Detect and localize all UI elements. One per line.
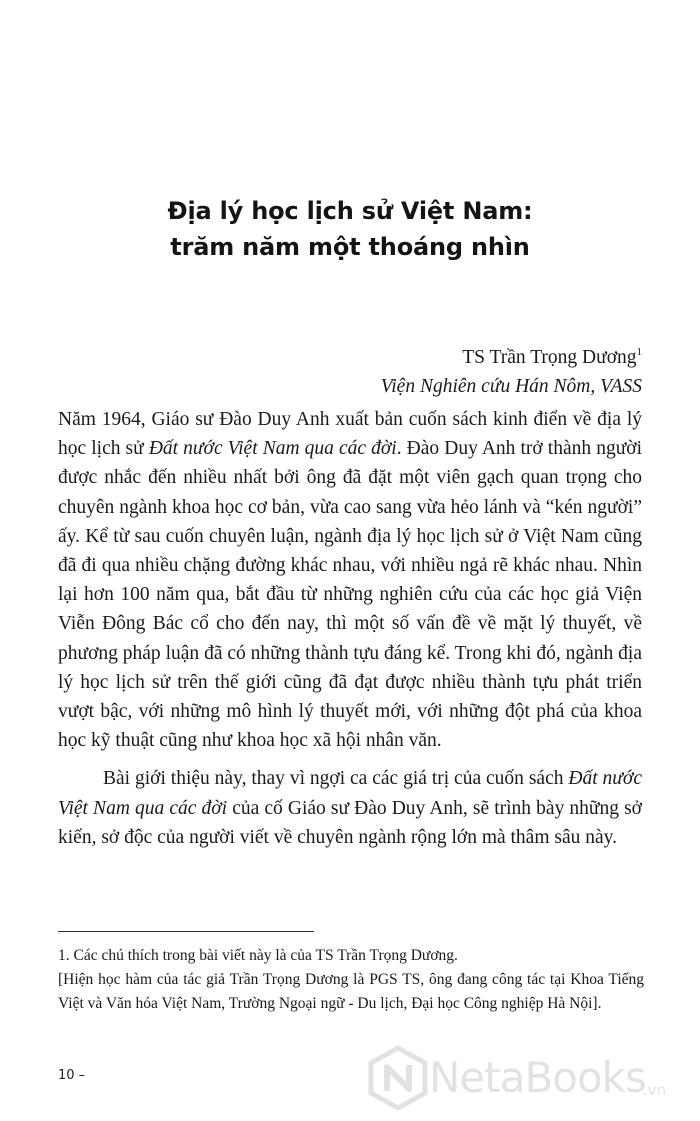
paragraph-1-text-a: Năm 1964, Giáo sư Đào Duy Anh xuất bản cuốn sách kinh điển về địa lý học lịch sử xyxy=(58,409,642,460)
author-line xyxy=(381,343,642,372)
paragraph-2 xyxy=(58,764,642,852)
paragraph-2-text-a: Bài giới thiệu này, thay vì ngợi ca các giá trị của cuốn sách xyxy=(103,768,569,790)
page-number: 10 – xyxy=(58,1068,86,1083)
footnote-divider xyxy=(58,931,314,932)
paragraph-1-text-b: . Đào Duy Anh trở thành người được nhắc đến nhiều nhất bởi ông đã đặt một viên gạch quan trọng cho chuyên ngành khoa học cơ bản, vừa cao sang vừa hẻo lánh và “kén người” ấy. Kể từ sau cuốn chuyên luận, ngành địa lý học lịch sử ở Việt Nam cũng đã đi qua nhiều chặng đường khác nhau, với nhiều ngả rẽ khác nhau. Nhìn lại hơn 100 năm qua, bắt đầu từ những nghiên cứu của các học giả Viện Viễn Đông Bác cổ cho đến nay, thì một số vấn đề về mặt lý thuyết, về phương pháp luận đã có những thành tựu đáng kể. Trong khi đó, ngành địa lý học lịch sử trên thế giới cũng đã đạt được nhiều thành tựu phát triển vượt bậc, với những mô hình lý thuyết mới, với những đột phá của khoa học kỹ thuật cũng như khoa học xã hội nhân văn. xyxy=(58,438,642,752)
author-affiliation: Viện Nghiên cứu Hán Nôm, VASS xyxy=(380,376,642,397)
body-text xyxy=(58,405,642,852)
book-title-italic: Đất nước Việt Nam qua các đời xyxy=(58,768,642,819)
paragraph-2-text-b: của cố Giáo sư Đào Duy Anh, sẽ trình bày những sở kiến, sở độc của người viết về chuyên ngành rộng lớn mà thâm sâu này. xyxy=(58,797,642,848)
footnote-1-note: [Hiện học hàm của tác giả Trần Trọng Dương là PGS TS, ông đang công tác tại Khoa Tiếng Việt và Văn hóa Việt Nam, Trường Ngoại ngữ - Du lịch, Đại học Công nghiệp Hà Nội]. xyxy=(58,971,644,1012)
footnotes xyxy=(58,944,644,1016)
chapter-title-line-1: Địa lý học lịch sử Việt Nam: xyxy=(167,197,533,225)
chapter-title xyxy=(0,193,700,265)
watermark xyxy=(365,1045,695,1115)
paragraph-1 xyxy=(58,405,642,755)
watermark-suffix: .vn xyxy=(643,1081,667,1099)
author-block xyxy=(381,343,642,401)
author-footnote-mark: 1 xyxy=(636,346,642,358)
netabooks-logo-icon xyxy=(365,1045,431,1111)
watermark-brand: NetaBooks xyxy=(429,1053,646,1102)
book-title-italic: Đất nước Việt Nam qua các đời xyxy=(148,438,397,460)
footnote-1: 1. Các chú thích trong bài viết này là của TS Trần Trọng Dương. xyxy=(58,947,458,964)
author-name: TS Trần Trọng Dương xyxy=(462,347,637,368)
chapter-title-line-2: trăm năm một thoáng nhìn xyxy=(170,233,530,261)
